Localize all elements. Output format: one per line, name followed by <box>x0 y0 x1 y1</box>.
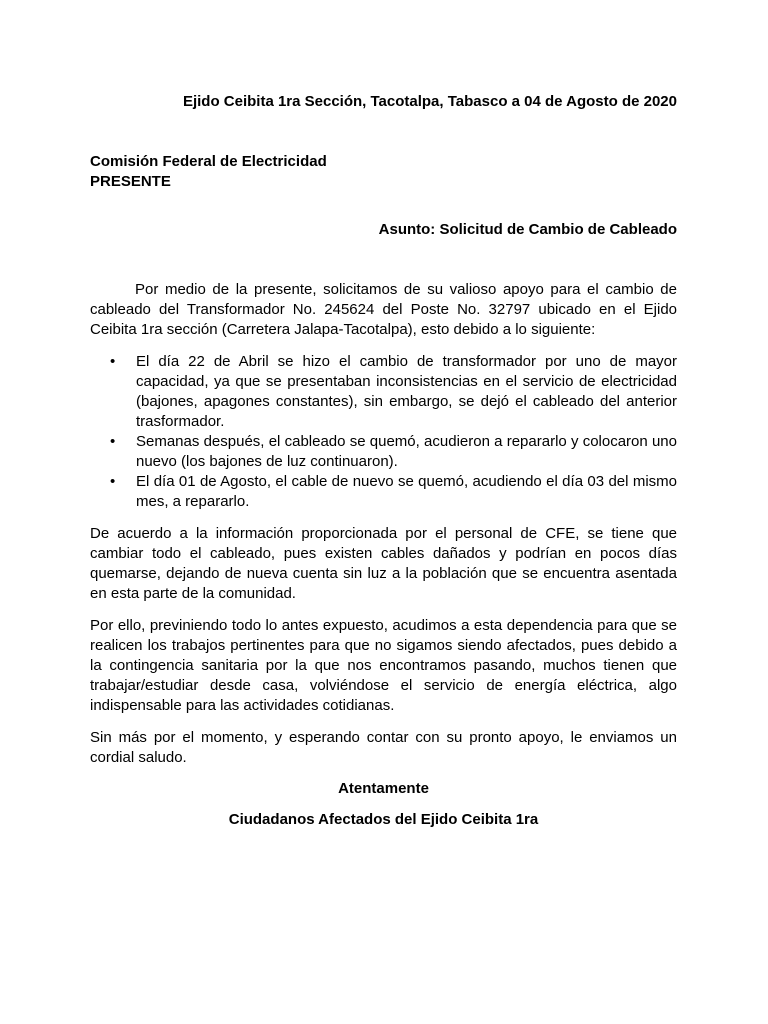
paragraph-request: Por ello, previniendo todo lo antes expuesto, acudimos a esta dependencia para que se realicen los trabajos pertinentes para que no sigamos siendo afectados, pues debido a la contingencia sanitaria por la que nos encontramos pasando, muchos tienen que trabajar/estudiar desde casa, volviéndose el servicio de energía eléctrica, algo indispensable para las actividades cotidianas. <box>90 617 677 714</box>
bullet-icon: • <box>110 353 116 370</box>
recipient-presente: PRESENTE <box>90 173 171 190</box>
date-line: Ejido Ceibita 1ra Sección, Tacotalpa, Tabasco a 04 de Agosto de 2020 <box>182 93 677 110</box>
subject-line: Asunto: Solicitud de Cambio de Cableado <box>378 221 677 238</box>
list-item-text: El día 22 de Abril se hizo el cambio de transformador por uno de mayor capacidad, ya que se presentaban inconsistencias en el servicio de electricidad (bajones, apagones constantes), sin embargo, se dejó el cableado del anterior trasformador. <box>136 353 677 430</box>
list-item <box>90 472 677 512</box>
paragraph-farewell: Sin más por el momento, y esperando contar con su pronto apoyo, le enviamos un cordial saludo. <box>90 729 677 766</box>
list-item <box>90 432 677 472</box>
paragraph-cfe-info: De acuerdo a la información proporcionada por el personal de CFE, se tiene que cambiar todo el cableado, pues existen cables dañados y podrían en pocos días quemarse, dejando de nueva cuenta sin luz a la población que se encuentra asentada en esta parte de la comunidad. <box>90 525 677 602</box>
list-item-text: Semanas después, el cableado se quemó, acudieron a repararlo y colocaron uno nuevo (los bajones de luz continuaron). <box>136 433 677 470</box>
letter-body <box>90 92 677 830</box>
list-item-text: El día 01 de Agosto, el cable de nuevo se quemó, acudiendo el día 03 del mismo mes, a repararlo. <box>136 473 677 510</box>
bullet-icon: • <box>110 433 116 450</box>
signature-line: Ciudadanos Afectados del Ejido Ceibita 1ra <box>228 811 539 828</box>
bullet-icon: • <box>110 473 116 490</box>
recipient-block <box>90 152 677 192</box>
closing-word: Atentamente <box>338 780 429 797</box>
recipient-name: Comisión Federal de Electricidad <box>90 153 327 170</box>
reasons-list <box>90 352 677 512</box>
intro-paragraph: Por medio de la presente, solicitamos de su valioso apoyo para el cambio de cableado del Transformador No. 245624 del Poste No. 32797 ubicado en el Ejido Ceibita 1ra sección (Carretera Jalapa-Tacotalpa), esto debido a lo siguiente: <box>90 281 677 338</box>
list-item <box>90 352 677 432</box>
